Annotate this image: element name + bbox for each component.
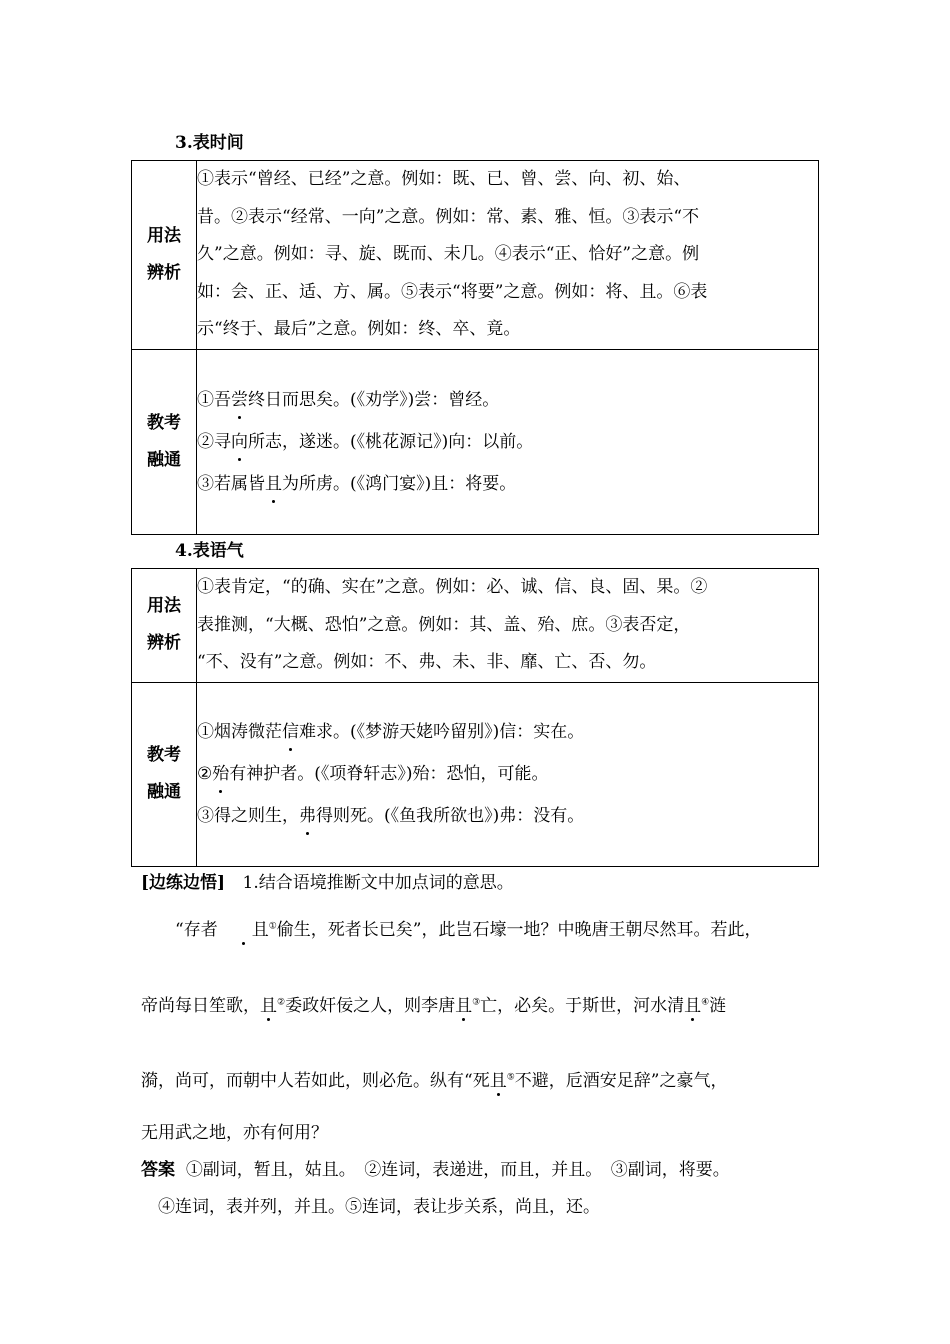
emphasis-dot-char: 尝 [231, 386, 248, 414]
answer-block [141, 1152, 831, 1226]
passage-line: 帝尚每日笙歌，且②委政奸佞之人，则李唐且③亡，必矣。于斯世，河水清且④涟 [141, 991, 821, 1016]
usage-text: ①表肯定，“的确、实在”之意。例如：必、诚、信、良、固、果。② 表推测，“大概、恐怕”之意。例如：其、盖、殆、庶。③表否定， “不、没有”之意。例如：不、弗、未、非、靡、亡、否、勿。 [197, 569, 819, 683]
practice-heading [141, 868, 514, 893]
example-item: ①吾尝终日而思矣。(《劝学》)尝：曾经。 [197, 386, 818, 414]
exam-label: 教考 融通 [132, 682, 197, 866]
passage-line: 无用武之地，亦有何用？ [141, 1123, 328, 1143]
passage-line: 漪，尚可，而朝中人若如此，则必危。纵有“死且⑤不避，卮酒安足辞”之豪气， [141, 1066, 821, 1091]
usage-table-time [131, 160, 819, 535]
example-item: ③若属皆且为所虏。(《鸿门宴》)且：将要。 [197, 470, 818, 498]
emphasis-dot-char: 且 [260, 991, 277, 1016]
example-item: ①烟涛微茫信难求。(《梦游天姥吟留别》)信：实在。 [197, 718, 818, 746]
emphasis-dot-char: 殆 [212, 760, 229, 788]
answer-text: ①副词，暂且，姑且。 ②连词，表递进，而且，并且。 ③副词，将要。 [185, 1160, 730, 1180]
example-item: ③得之则生，弗得则死。(《鱼我所欲也》)弗：没有。 [197, 802, 818, 830]
usage-label: 用法 辨析 [132, 161, 197, 350]
answer-text: ④连词，表并列，并且。⑤连词，表让步关系，尚且，还。 [158, 1197, 600, 1217]
emphasis-dot-char: 弗 [299, 802, 316, 830]
emphasis-dot-char: 且 [265, 470, 282, 498]
emphasis-dot-char: 且 [455, 991, 472, 1016]
exam-examples [197, 682, 819, 866]
practice-tag: [边练边悟] [141, 873, 226, 893]
answer-label: 答案 [141, 1160, 175, 1180]
emphasis-dot-char: 向 [231, 428, 248, 456]
section-title: 4.表语气 [175, 541, 244, 561]
emphasis-dot-char: 且 [684, 991, 701, 1016]
usage-table-mood [131, 568, 819, 867]
exam-label: 教考 融通 [132, 349, 197, 534]
usage-text: ①表示“曾经、已经”之意。例如：既、已、曾、尝、向、初、始、 昔。②表示“经常、一向”之意。例如：常、素、雅、恒。③表示“不 久”之意。例如：寻、旋、既而、未几。④表示“正、恰好”之意。例 如：会、正、适、方、属。⑤表示“将要”之意。例如：将、且。⑥表 示“终于、最后”之意。例如：终、卒、竟。 [197, 161, 819, 350]
section-title: 3.表时间 [175, 133, 244, 153]
passage-line: “存者 且①偷生，死者长已矣”，此岂石壕一地？中晚唐王朝尽然耳。若此， [141, 915, 821, 940]
emphasis-dot-char: 且 [218, 915, 269, 940]
example-item: ②殆有神护者。(《项脊轩志》)殆：恐怕，可能。 [197, 760, 818, 788]
emphasis-dot-char: 信 [282, 718, 299, 746]
usage-label: 用法 辨析 [132, 569, 197, 683]
example-item: ②寻向所志，遂迷。(《桃花源记》)向：以前。 [197, 428, 818, 456]
practice-instruction: 1.结合语境推断文中加点词的意思。 [242, 873, 514, 893]
exam-examples [197, 349, 819, 534]
emphasis-dot-char: 且 [490, 1066, 507, 1091]
